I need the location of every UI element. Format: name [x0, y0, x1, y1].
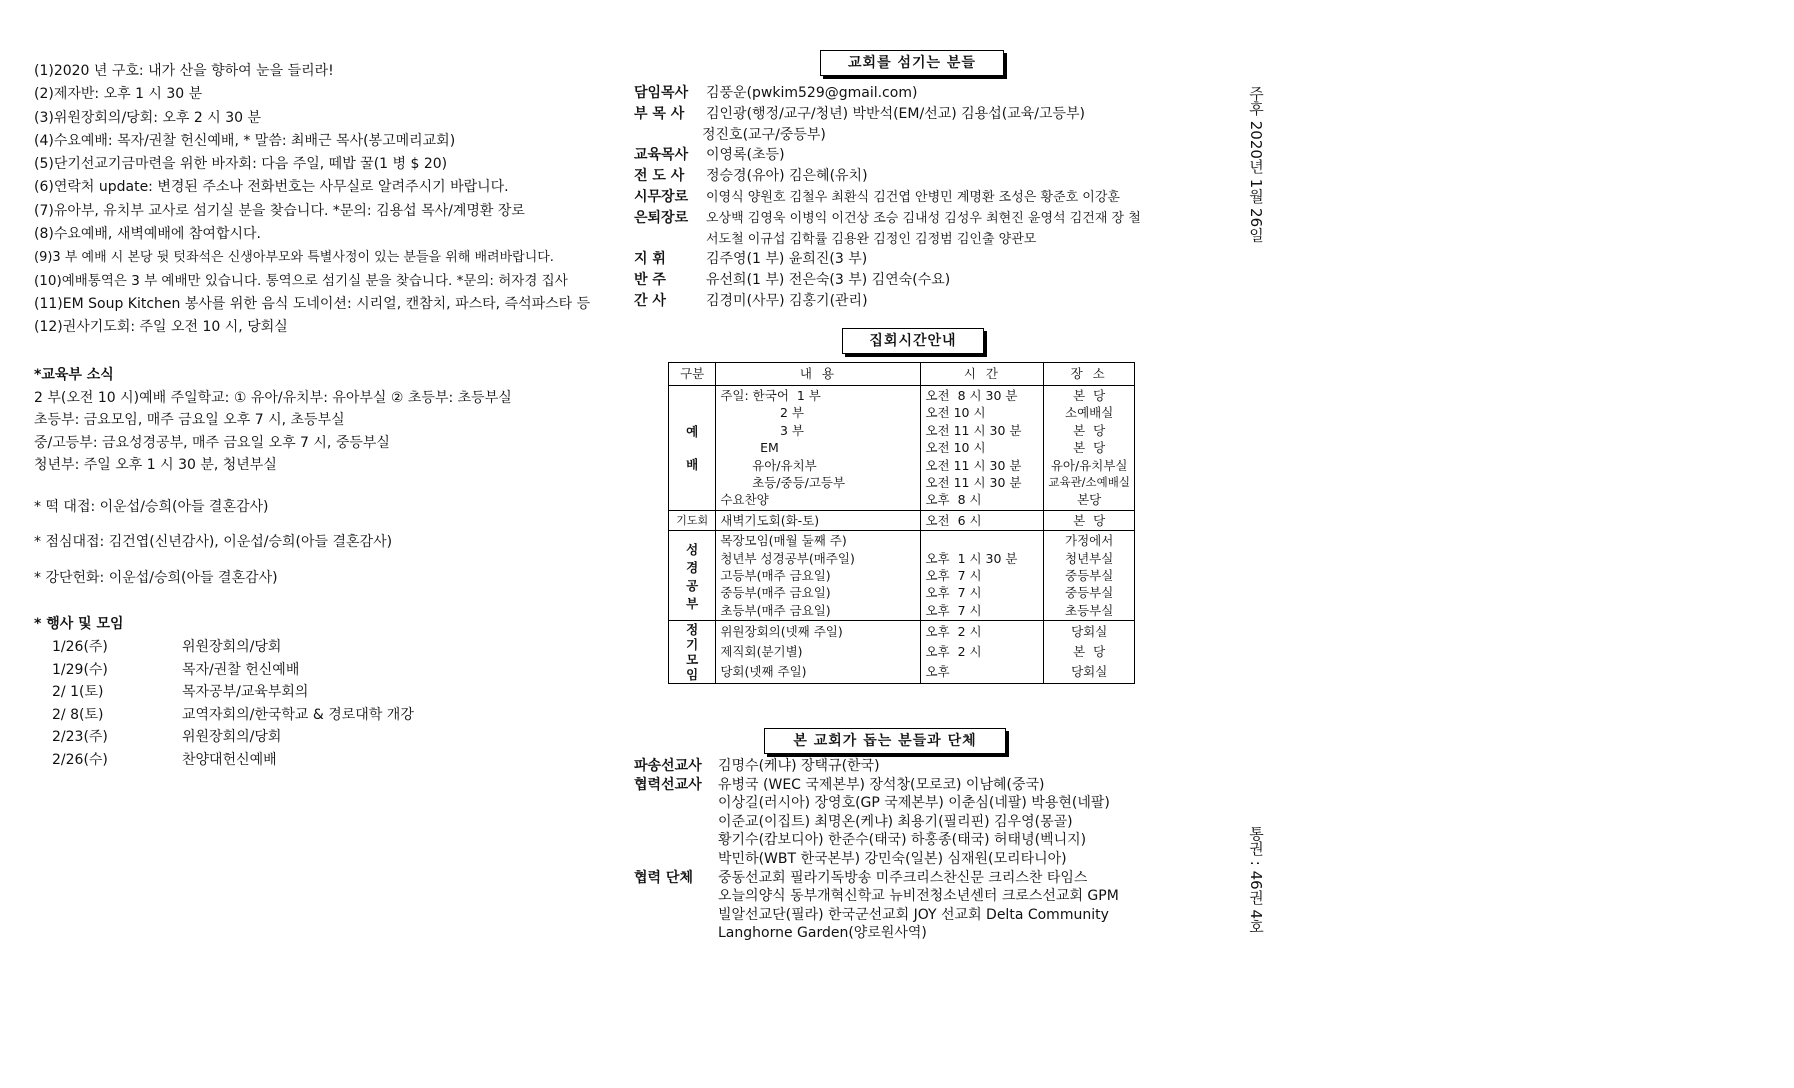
staff-list [634, 83, 1141, 312]
notice-rice-cake [34, 496, 614, 519]
staff-label: 지 휘 [634, 251, 666, 268]
time-line: 오전 10 시 [925, 440, 986, 456]
mission-row [634, 850, 1119, 869]
staff-names: 정진호(교구/중등부) [702, 126, 826, 143]
announcement-item: (11)EM Soup Kitchen 봉사를 위한 음식 도네이션: 시리얼, 캔참치, 파스타, 즉석파스타 등 [34, 295, 591, 312]
event-desc: 목자/권찰 헌신예배 [182, 661, 300, 678]
staff-label: 전 도 사 [634, 168, 685, 185]
staff-row [634, 249, 1141, 270]
content-line: 새벽기도회(화-토) [720, 512, 820, 528]
announcement-item: (3)위원장회의/당회: 오후 2 시 30 분 [34, 109, 262, 126]
place-line: 교육관/소예배실 [1048, 474, 1130, 489]
notice-line: * 떡 대접: 이운섭/승희(아들 결혼감사) [34, 499, 269, 515]
bulletin-date: 주후 2020년 1월 26일 [1247, 86, 1265, 243]
place-line: 당회실 [1071, 664, 1108, 680]
schedule-header-row [669, 363, 1135, 386]
mission-names: 오늘의양식 동부개혁신학교 뉴비전청소년센터 크로스선교회 GPM [718, 888, 1119, 905]
staff-label: 시무장로 [634, 188, 689, 205]
announcement-item: (12)권사기도회: 주일 오전 10 시, 당회실 [34, 319, 288, 336]
mission-row [634, 757, 1119, 776]
staff-title: 교회를 섬기는 분들 [820, 50, 1004, 76]
event-row [34, 659, 414, 682]
staff-names: 이영식 양원호 김철우 최환식 김건엽 안병민 계명환 조성은 황준호 이강훈 [706, 189, 1120, 205]
missions-list [634, 757, 1119, 943]
header-content: 내 용 [716, 363, 921, 386]
content-line: 수요찬양 [720, 492, 769, 508]
place-line: 당회실 [1071, 624, 1108, 640]
mission-label: 협력 단체 [634, 869, 693, 886]
category-prayer: 기도회 [669, 510, 716, 530]
education-line: 청년부: 주일 오후 1 시 30 분, 청년부실 [34, 457, 277, 473]
time-line: 오전 11 시 30 분 [925, 474, 1022, 490]
content-line: 위원장회의(넷째 주일) [720, 624, 843, 640]
content-line: 유아/유치부 [720, 457, 817, 473]
staff-row [634, 208, 1141, 229]
mission-label: 파송선교사 [634, 758, 702, 774]
staff-names: 서도철 이규섭 김학률 김용완 김정인 김정범 김인출 양관모 [706, 231, 1037, 247]
time-line: 오후 7 시 [925, 585, 982, 601]
place-line: 본 당 [1073, 512, 1106, 528]
staff-names: 김경미(사무) 김홍기(관리) [706, 292, 868, 309]
staff-row [634, 104, 1141, 125]
mission-names: 이준교(이집트) 최명온(케냐) 최용기(필리핀) 김우영(몽골) [718, 813, 1073, 830]
worship-content [716, 386, 921, 511]
announcement-item: (4)수요예배: 목자/권찰 헌신예배, * 말씀: 최배근 목사(봉고메리교회) [34, 132, 456, 149]
time-line: 오후 [925, 664, 950, 680]
staff-label: 반 주 [634, 272, 666, 289]
header-category: 구분 [669, 363, 716, 386]
staff-names: 김풍운(pwkim529@gmail.com) [706, 85, 918, 101]
announcement-item: (8)수요예배, 새벽예배에 참여합시다. [34, 226, 261, 243]
staff-names: 이영록(초등) [706, 147, 785, 164]
mission-names: 황기수(캄보디아) 한준수(태국) 하홍종(태국) 허태녕(벡니지) [718, 832, 1087, 849]
schedule-row-prayer [669, 510, 1135, 530]
notice-line: * 강단헌화: 이운섭/승희(아들 결혼감사) [34, 570, 278, 586]
schedule-row-bible-study [669, 531, 1135, 621]
time-line: 오후 7 시 [925, 602, 982, 618]
event-date: 2/26(수) [52, 751, 108, 768]
time-line: 오후 8 시 [925, 492, 982, 508]
place-line: 초등부실 [1065, 602, 1114, 618]
place-line: 본 당 [1073, 388, 1106, 403]
staff-label: 간 사 [634, 292, 666, 309]
time-line: 오후 7 시 [925, 567, 982, 583]
time-line: 오전 11 시 30 분 [925, 422, 1022, 438]
mission-names: Langhorne Garden(양로원사역) [718, 925, 927, 942]
content-line: 3 부 [720, 422, 804, 438]
notice-line: * 점심대접: 김건엽(신년감사), 이운섭/승희(아들 결혼감사) [34, 534, 393, 550]
schedule-title: 집회시간안내 [842, 328, 984, 354]
mission-row [634, 794, 1119, 813]
notice-flowers [34, 567, 614, 590]
place-line: 본 당 [1073, 422, 1106, 438]
mission-row [634, 813, 1119, 832]
time-line: 오전 6 시 [925, 512, 982, 528]
announcement-item: (10)예배통역은 3 부 예배만 있습니다. 통역으로 섬기실 분을 찾습니다. *문의: 허자경 집사 [34, 272, 568, 289]
staff-label: 은퇴장로 [634, 209, 689, 226]
meeting-place [1044, 621, 1135, 684]
content-line: 청년부 성경공부(매주일) [720, 550, 855, 566]
staff-names: 유선희(1 부) 전은숙(3 부) 김연숙(수요) [706, 272, 951, 289]
event-date: 2/ 1(토) [52, 684, 104, 701]
events-title: * 행사 및 모임 [34, 616, 124, 632]
header-place: 장 소 [1044, 363, 1135, 386]
events-section [34, 612, 414, 772]
event-desc: 찬양대헌신예배 [182, 751, 277, 768]
event-row [34, 749, 414, 772]
mission-names: 이상길(러시아) 장영호(GP 국제본부) 이춘심(네팔) 박용현(네팔) [718, 795, 1110, 812]
schedule-row-meetings [669, 621, 1135, 684]
event-row [34, 636, 414, 659]
staff-names: 오상백 김영욱 이병익 이건상 조승 김내성 김성우 최현진 윤영석 김건재 장 철 [706, 210, 1141, 226]
mission-row [634, 887, 1119, 906]
schedule-table [668, 362, 1135, 684]
staff-row [634, 125, 1141, 146]
meeting-time [921, 621, 1044, 684]
staff-row [634, 187, 1141, 208]
time-line [925, 532, 1039, 549]
staff-label: 교육목사 [634, 147, 689, 164]
content-line: 주일: 한국어 1 부 [720, 388, 821, 403]
mission-names: 유병국 (WEC 국제본부) 장석창(모로코) 이남혜(중국) [718, 776, 1045, 793]
mission-row [634, 776, 1119, 795]
schedule-row-worship [669, 386, 1135, 511]
mission-label: 협력선교사 [634, 776, 702, 793]
worship-time [921, 386, 1044, 511]
mission-row [634, 869, 1119, 888]
education-line: 2 부(오전 10 시)예배 주일학교: ① 유아/유치부: 유아부실 ② 초등부: 초등부실 [34, 389, 512, 406]
prayer-time [921, 510, 1044, 530]
content-line: 중등부(매주 금요일) [720, 585, 831, 601]
event-row [34, 681, 414, 704]
content-line: 초등부(매주 금요일) [720, 602, 831, 618]
category-worship: 예 배 [669, 386, 716, 511]
study-time [921, 531, 1044, 621]
staff-names: 정승경(유아) 김은혜(유치) [706, 168, 868, 185]
content-line: 초등/중등/고등부 [720, 474, 846, 490]
announcement-item: (1)2020 년 구호: 내가 산을 향하여 눈을 들리라! [34, 63, 334, 79]
staff-names: 김인광(행정/교구/청년) 박반석(EM/선교) 김용섭(교육/고등부) [706, 105, 1085, 122]
time-line: 오전 10 시 [925, 405, 986, 421]
place-line: 중등부실 [1065, 567, 1114, 583]
staff-row [634, 166, 1141, 187]
event-row [34, 726, 414, 749]
mission-names: 김명수(케냐) 장택규(한국) [718, 758, 880, 774]
place-line: 본 당 [1073, 440, 1106, 456]
place-line: 본 당 [1073, 644, 1106, 660]
time-line: 오전 8 시 30 분 [925, 388, 1018, 403]
education-title: *교육부 소식 [34, 367, 114, 383]
time-line: 오후 2 시 [925, 624, 982, 640]
staff-row [634, 291, 1141, 312]
announcement-item: (6)연락처 update: 변경된 주소나 전화번호는 사무실로 알려주시기 바랍니다. [34, 179, 509, 196]
prayer-place [1044, 510, 1135, 530]
announcement-item: (9)3 부 예배 시 본당 뒷 텃좌석은 신생아부모와 특별사정이 있는 분들을 위해 배려바랍니다. [34, 250, 554, 266]
event-row [34, 704, 414, 727]
education-line: 초등부: 금요모임, 매주 금요일 오후 7 시, 초등부실 [34, 412, 345, 428]
notice-lunch [34, 531, 614, 554]
prayer-content [716, 510, 921, 530]
category-bible-study: 성 경 공 부 [669, 531, 716, 621]
missions-title: 본 교회가 돕는 분들과 단체 [764, 728, 1006, 754]
event-desc: 위원장회의/당회 [182, 729, 282, 746]
staff-names: 김주영(1 부) 윤희진(3 부) [706, 251, 868, 268]
education-news [34, 364, 614, 477]
time-line: 오전 11 시 30 분 [925, 457, 1022, 473]
announcement-item: (2)제자반: 오후 1 시 30 분 [34, 86, 203, 103]
content-line: 고등부(매주 금요일) [720, 567, 831, 583]
category-meetings: 정 기 모 임 [669, 621, 716, 684]
announcements [34, 60, 614, 340]
event-date: 1/26(주) [52, 639, 108, 655]
content-line: EM [720, 440, 779, 456]
time-line: 오후 2 시 [925, 644, 982, 660]
content-line: 당회(넷째 주일) [720, 664, 807, 680]
study-content [716, 531, 921, 621]
staff-row [634, 270, 1141, 291]
meeting-content [716, 621, 921, 684]
staff-label: 담임목사 [634, 85, 689, 101]
content-line: 제직회(분기별) [720, 644, 803, 660]
announcement-item: (5)단기선교기금마련을 위한 바자회: 다음 주일, 떼밥 꿀(1 병 $ 20) [34, 156, 448, 173]
header-time: 시 간 [921, 363, 1044, 386]
worship-place [1044, 386, 1135, 511]
event-date: 2/23(주) [52, 729, 108, 746]
time-line: 오후 1 시 30 분 [925, 550, 1018, 566]
announcement-item: (7)유아부, 유치부 교사로 섬기실 분을 찾습니다. *문의: 김용섭 목사/계명환 장로 [34, 202, 525, 219]
place-line: 소예배실 [1065, 405, 1114, 421]
event-date: 2/ 8(토) [52, 706, 104, 723]
staff-row [634, 145, 1141, 166]
content-line: 2 부 [720, 405, 804, 421]
mission-names: 중동선교회 필라기독방송 미주크리스찬신문 크리스찬 타임스 [718, 869, 1088, 886]
place-line: 청년부실 [1065, 550, 1114, 566]
place-line: 가정에서 [1065, 533, 1114, 549]
staff-row [634, 83, 1141, 104]
study-place [1044, 531, 1135, 621]
education-line: 중/고등부: 금요성경공부, 매주 금요일 오후 7 시, 중등부실 [34, 434, 390, 451]
content-line: 목장모임(매월 둘째 주) [720, 533, 847, 549]
place-line: 본당 [1077, 492, 1102, 508]
event-desc: 위원장회의/당회 [182, 639, 282, 655]
staff-label: 부 목 사 [634, 105, 685, 122]
place-line: 유아/유치부실 [1050, 457, 1128, 473]
event-desc: 교역자회의/한국학교 & 경로대학 개강 [182, 706, 414, 723]
place-line: 중등부실 [1065, 585, 1114, 601]
event-desc: 목자공부/교육부회의 [182, 684, 309, 701]
mission-row [634, 906, 1119, 925]
mission-row [634, 924, 1119, 943]
staff-row [634, 229, 1141, 250]
mission-row [634, 831, 1119, 850]
issue-number: 통권 : 46권 4호 [1247, 826, 1265, 934]
mission-names: 빌알선교단(필라) 한국군선교회 JOY 선교회 Delta Community [718, 906, 1109, 923]
event-date: 1/29(수) [52, 661, 108, 678]
mission-names: 박민하(WBT 한국본부) 강민숙(일본) 심재원(모리타니아) [718, 850, 1067, 867]
